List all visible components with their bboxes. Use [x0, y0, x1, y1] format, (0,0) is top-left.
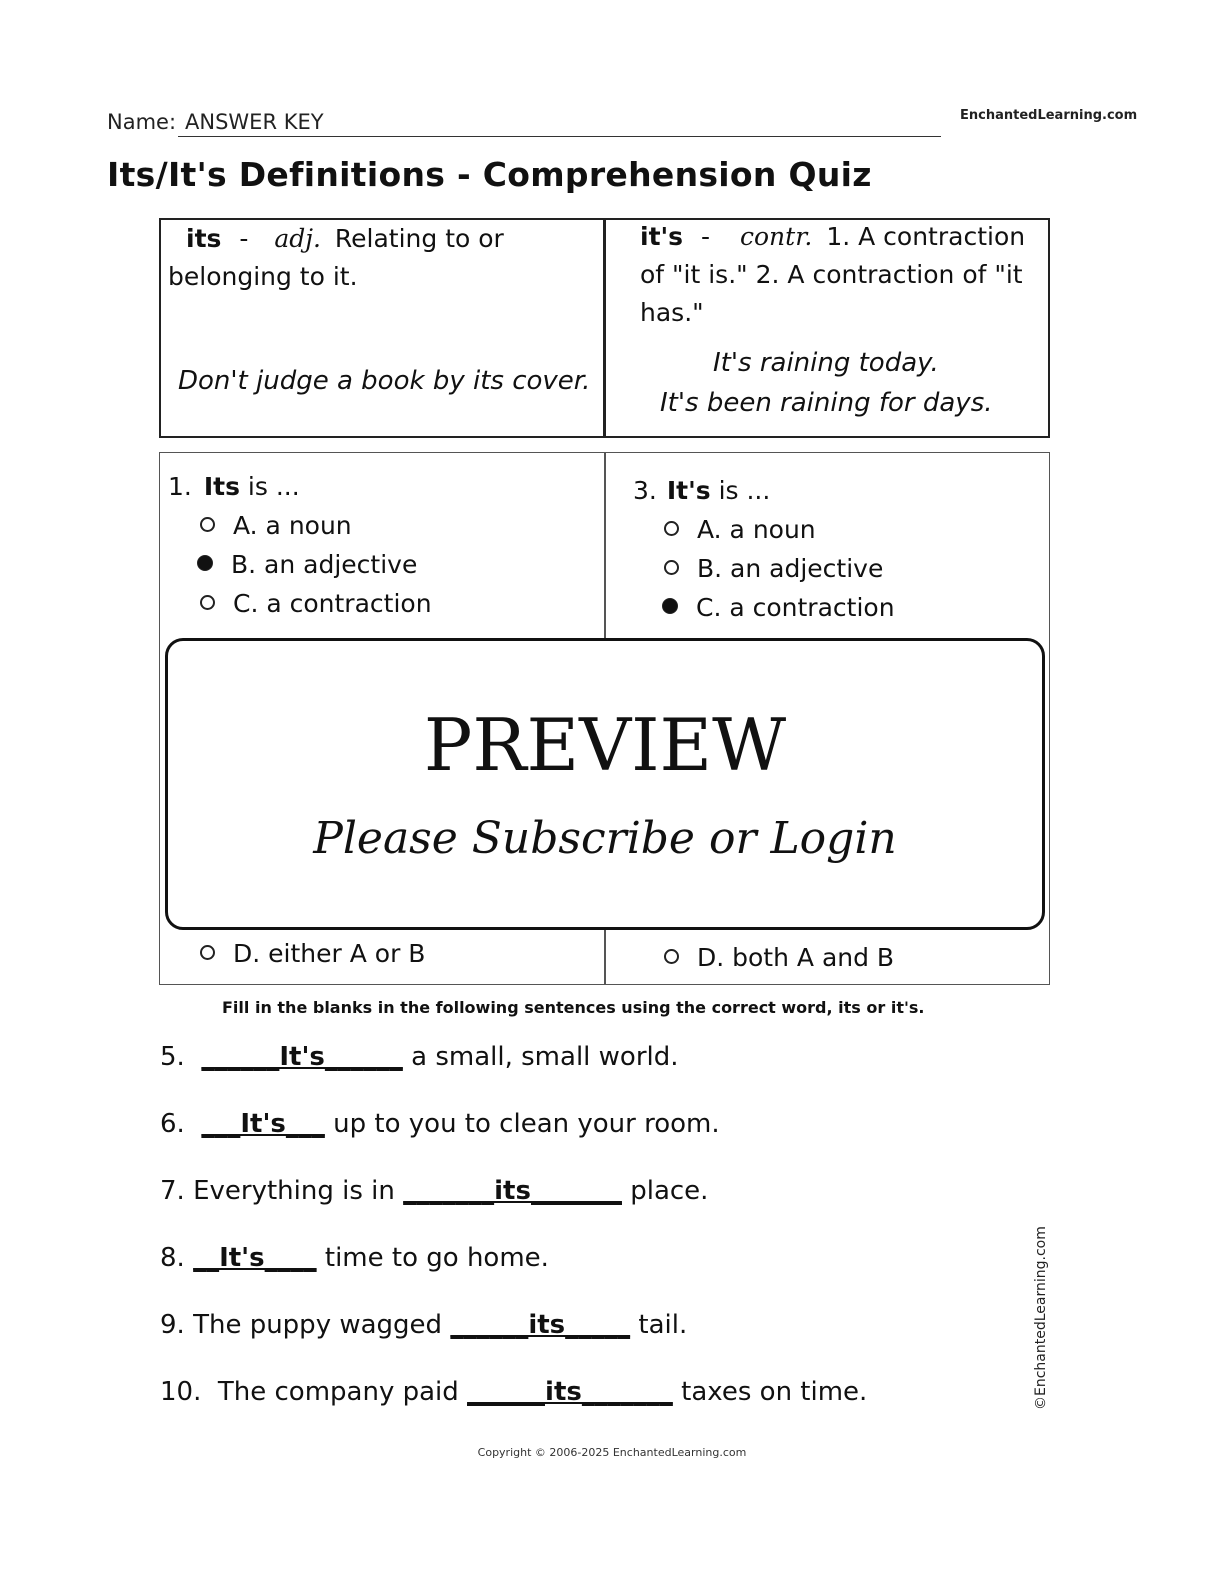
preview-title: PREVIEW — [423, 703, 787, 787]
definition-its-contraction-example-2: It's been raining for days. — [660, 388, 993, 418]
definition-its-contraction-word: it's — [640, 222, 684, 251]
definition-its-text: Relating to or belonging to it. — [168, 224, 504, 291]
name-label: Name: — [107, 110, 177, 134]
preview-subtitle[interactable]: Please Subscribe or Login — [313, 813, 897, 864]
name-value: ANSWER KEY — [185, 110, 324, 134]
fill-in-5: 5. ______It's______ a small, small world. — [160, 1042, 679, 1072]
fill-in-9-answer: ______its_____ — [450, 1310, 631, 1340]
question-3-word: It's — [666, 476, 711, 505]
definition-its-contraction-text: 1. A contraction of "it is." 2. A contraction of "it has." — [640, 222, 1026, 327]
definition-its-pos: adj. — [274, 224, 321, 253]
fill-in-6-answer: ___It's___ — [201, 1109, 325, 1139]
preview-banner[interactable] — [165, 638, 1045, 930]
fill-in-5-answer: ______It's______ — [201, 1042, 403, 1072]
radio-empty-icon[interactable] — [664, 560, 679, 575]
fill-in-8: 8. __It's____ time to go home. — [160, 1243, 549, 1273]
question-2-option-d[interactable]: D. either A or B — [200, 939, 425, 968]
page-title: Its/It's Definitions - Comprehension Quiz — [107, 155, 872, 194]
definition-its-contraction — [640, 218, 1040, 332]
fill-in-8-answer: __It's____ — [193, 1243, 317, 1273]
question-1-option-b[interactable]: B. an adjective — [197, 550, 417, 579]
question-3-option-a[interactable]: A. a noun — [664, 515, 816, 544]
site-brand[interactable]: EnchantedLearning.com — [960, 108, 1138, 123]
vertical-brand: ©EnchantedLearning.com — [1033, 1226, 1049, 1410]
definition-its — [168, 220, 598, 296]
definition-its-word: its — [186, 224, 222, 253]
question-1-option-c[interactable]: C. a contraction — [200, 589, 432, 618]
definition-its-contraction-example-1: It's raining today. — [713, 348, 939, 378]
question-1-title — [168, 472, 300, 501]
question-1-rest: is ... — [247, 472, 300, 501]
question-3-option-c[interactable]: C. a contraction — [662, 593, 895, 622]
radio-filled-icon[interactable] — [197, 555, 213, 571]
radio-empty-icon[interactable] — [200, 595, 215, 610]
question-1-number: 1. — [168, 472, 192, 501]
definition-its-dash: - — [239, 224, 249, 253]
radio-empty-icon[interactable] — [664, 949, 679, 964]
question-3-title — [633, 476, 770, 505]
question-4-option-d[interactable]: D. both A and B — [664, 943, 894, 972]
radio-filled-icon[interactable] — [662, 598, 678, 614]
definitions-divider — [603, 218, 606, 438]
name-underline — [178, 136, 941, 137]
definition-its-contraction-dash: - — [701, 222, 711, 251]
radio-empty-icon[interactable] — [200, 945, 215, 960]
definition-its-contraction-pos: contr. — [740, 222, 813, 251]
radio-empty-icon[interactable] — [664, 521, 679, 536]
fill-in-10-answer: ______its_______ — [467, 1377, 673, 1407]
copyright: Copyright © 2006-2025 EnchantedLearning.com — [477, 1446, 747, 1459]
fill-in-7: 7. Everything is in _______its_______ place. — [160, 1176, 709, 1206]
question-3-rest: is ... — [718, 476, 771, 505]
fill-in-6: 6. ___It's___ up to you to clean your room. — [160, 1109, 720, 1139]
radio-empty-icon[interactable] — [200, 517, 215, 532]
question-3-option-b[interactable]: B. an adjective — [664, 554, 883, 583]
fill-in-7-answer: _______its_______ — [403, 1176, 622, 1206]
question-1-word: Its — [203, 472, 240, 501]
fill-in-9: 9. The puppy wagged ______its_____ tail. — [160, 1310, 688, 1340]
fill-in-instruction: Fill in the blanks in the following sentences using the correct word, its or it's. — [222, 998, 925, 1017]
definition-its-example: Don't judge a book by its cover. — [178, 366, 591, 396]
question-1-option-a[interactable]: A. a noun — [200, 511, 352, 540]
question-3-number: 3. — [633, 476, 657, 505]
fill-in-10: 10. The company paid ______its_______ taxes on time. — [160, 1377, 868, 1407]
